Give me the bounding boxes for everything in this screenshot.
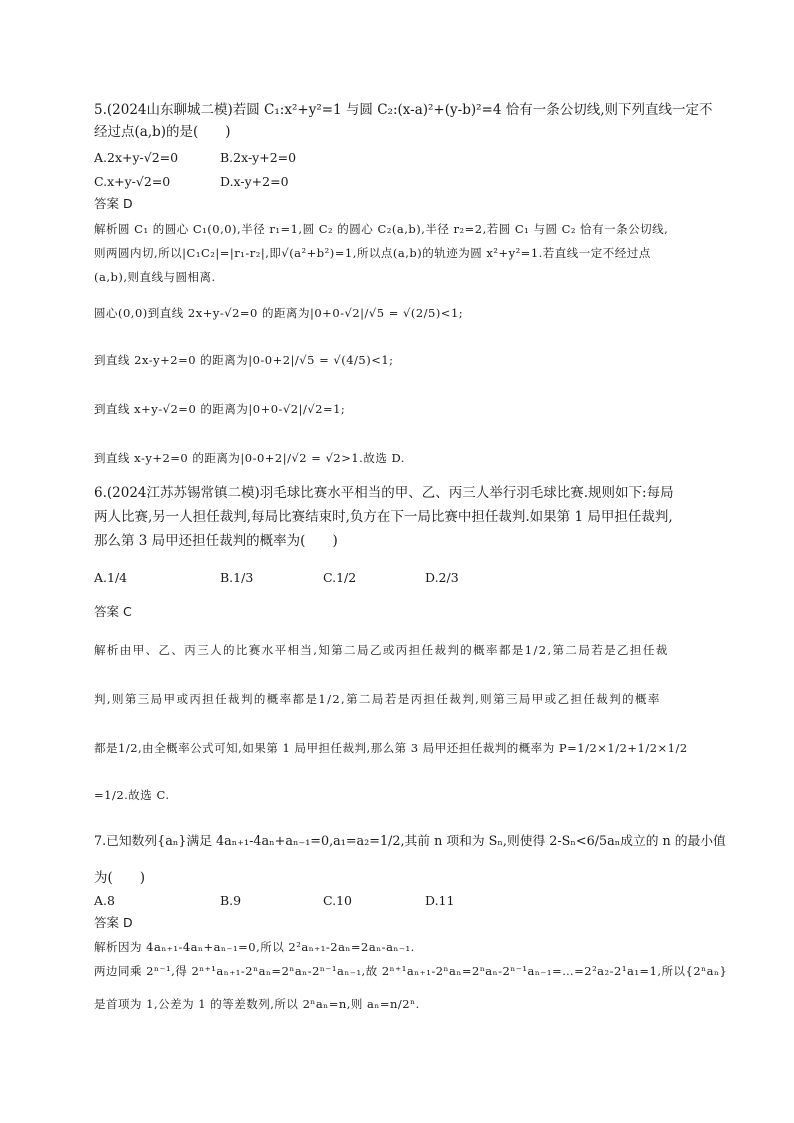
q5-explanation-line: (a,b),则直线与圆相离. xyxy=(94,270,216,284)
q7-explanation-line: 解析因为 4aₙ₊₁-4aₙ+aₙ₋₁=0,所以 2²aₙ₊₁-2aₙ=2aₙ-aₙ₋₁. xyxy=(94,940,415,954)
q6-option-a: A.1/4 xyxy=(94,570,128,585)
q6-option-d: D.2/3 xyxy=(425,570,459,585)
q7-stem-line2: 为( ) xyxy=(94,870,146,886)
q6-explanation-line: =1/2.故选 C. xyxy=(94,788,170,802)
q7-stem-line1: 7.已知数列{aₙ}满足 4aₙ₊₁-4aₙ+aₙ₋₁=0,a₁=a₂=1/2,其前 n 项和为 Sₙ,则使得 2-Sₙ<6/5aₙ成立的 n 的最小值 xyxy=(94,834,726,849)
q5-option-a: A.2x+y-√2=0 xyxy=(94,150,179,165)
q5-explanation-line: 到直线 2x-y+2=0 的距离为|0-0+2|/√5 = √(4/5)<1; xyxy=(94,353,394,367)
q7-option-b: B.9 xyxy=(220,893,242,908)
q7-option-c: C.10 xyxy=(323,893,352,908)
q7-explanation-line: 是首项为 1,公差为 1 的等差数列,所以 2ⁿaₙ=n,则 aₙ=n/2ⁿ. xyxy=(94,997,420,1011)
q5-stem-line1: 5.(2024山东聊城二模)若圆 C₁:x²+y²=1 与圆 C₂:(x-a)²+(y-b)²=4 恰有一条公切线,则下列直线一定不 xyxy=(94,102,713,118)
q7-option-a: A.8 xyxy=(94,893,115,908)
q5-answer: 答案 D xyxy=(94,196,133,211)
q6-answer: 答案 C xyxy=(94,604,132,619)
q6-option-c: C.1/2 xyxy=(323,570,357,585)
q5-explanation-line: 到直线 x-y+2=0 的距离为|0-0+2|/√2 = √2>1.故选 D. xyxy=(94,451,405,465)
q6-explanation-line: 都是1/2,由全概率公式可知,如果第 1 局甲担任裁判,那么第 3 局甲还担任裁判的概率为 P=1/2×1/2+1/2×1/2 xyxy=(94,741,688,755)
q5-option-d: D.x-y+2=0 xyxy=(220,174,289,189)
q6-explanation-line: 判,则第三局甲或丙担任裁判的概率都是1/2,第二局若是丙担任裁判,则第三局甲或乙担任裁判的概率 xyxy=(94,692,661,706)
q6-stem-line3: 那么第 3 局甲还担任裁判的概率为( ) xyxy=(94,533,338,549)
q6-explanation-line: 解析由甲、乙、丙三人的比赛水平相当,知第二局乙或丙担任裁判的概率都是1/2,第二局若是乙担任裁 xyxy=(94,643,669,657)
q6-option-b: B.1/3 xyxy=(220,570,254,585)
q7-option-d: D.11 xyxy=(425,893,455,908)
q5-explanation-line: 则两圆内切,所以|C₁C₂|=|r₁-r₂|,即√(a²+b²)=1,所以点(a,b)的轨迹为圆 x²+y²=1.若直线一定不经过点 xyxy=(94,246,651,260)
q7-answer: 答案 D xyxy=(94,915,133,930)
q6-stem-line1: 6.(2024江苏苏锡常镇二模)羽毛球比赛水平相当的甲、乙、丙三人举行羽毛球比赛.规则如下:每局 xyxy=(94,485,674,501)
q5-stem-line2: 经过点(a,b)的是( ) xyxy=(94,124,231,140)
q5-option-c: C.x+y-√2=0 xyxy=(94,174,171,189)
q5-explanation-line: 到直线 x+y-√2=0 的距离为|0+0-√2|/√2=1; xyxy=(94,402,346,416)
q5-explanation-line: 圆心(0,0)到直线 2x+y-√2=0 的距离为|0+0-√2|/√5 = √(2/5)<1; xyxy=(94,306,464,320)
q5-explanation-line: 解析圆 C₁ 的圆心 C₁(0,0),半径 r₁=1,圆 C₂ 的圆心 C₂(a,b),半径 r₂=2,若圆 C₁ 与圆 C₂ 恰有一条公切线, xyxy=(94,222,669,236)
q7-explanation-line: 两边同乘 2ⁿ⁻¹,得 2ⁿ⁺¹aₙ₊₁-2ⁿaₙ=2ⁿaₙ-2ⁿ⁻¹aₙ₋₁,故 2ⁿ⁺¹aₙ₊₁-2ⁿaₙ=2ⁿaₙ-2ⁿ⁻¹aₙ₋₁=…=2²a₂-2¹a₁=1,所以{2ⁿaₙ} xyxy=(94,964,728,978)
q5-option-b: B.2x-y+2=0 xyxy=(220,150,297,165)
q6-stem-line2: 两人比赛,另一人担任裁判,每局比赛结束时,负方在下一局比赛中担任裁判.如果第 1 局甲担任裁判, xyxy=(94,509,673,525)
